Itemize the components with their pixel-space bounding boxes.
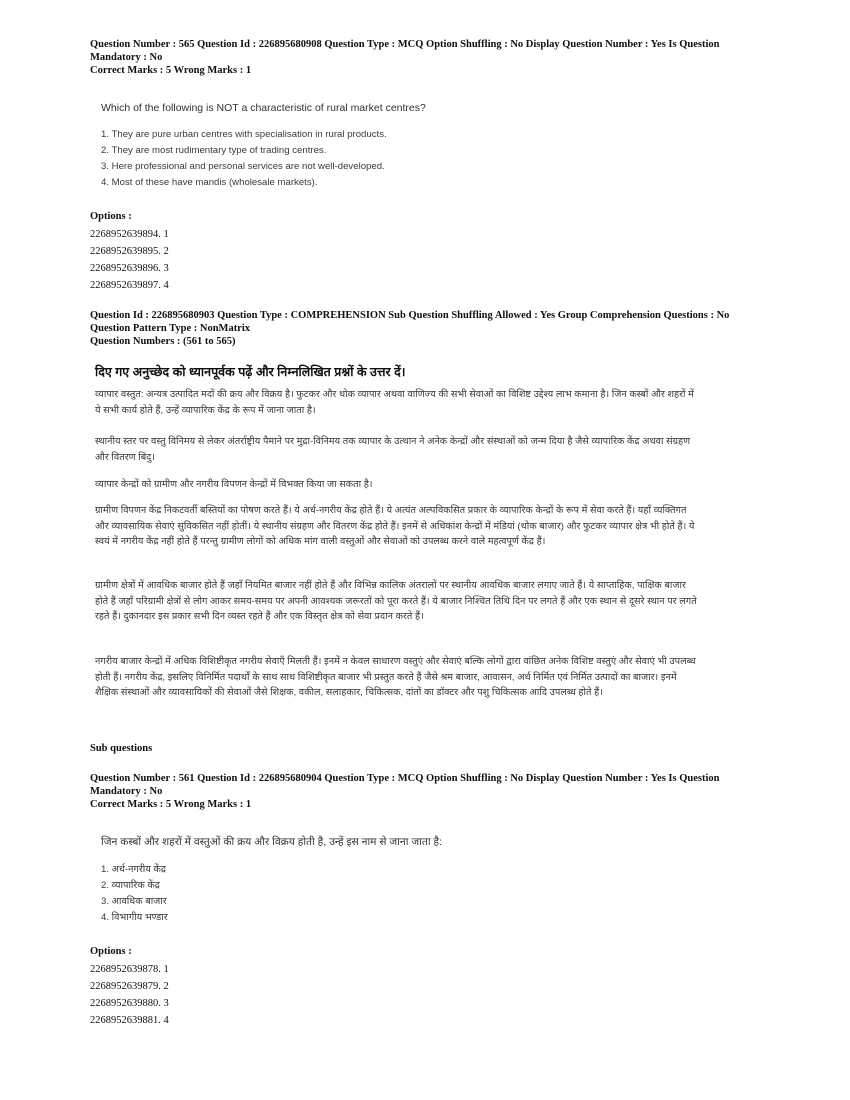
statement-item: 3. आवधिक बाजार <box>101 896 167 907</box>
statement-item: 1. अर्ध-नगरीय केंद्र <box>101 864 166 875</box>
question-561-statements <box>101 862 168 926</box>
options-label: Options : <box>90 211 132 222</box>
option-item: 2268952639881. 4 <box>90 1015 169 1026</box>
question-561-metadata <box>90 772 760 811</box>
passage-paragraph: व्यापार केन्द्रों को ग्रामीण और नगरीय विपणन केन्द्रों में विभक्त किया जा सकता है। <box>95 479 373 490</box>
statement-item: 3. Here professional and personal services are not well-developed. <box>101 161 385 172</box>
comprehension-metadata <box>90 309 760 348</box>
meta-line: Question Number : 565 Question Id : 226895680908 Question Type : MCQ Option Shuffling : No Display Question Number : Yes Is Question <box>90 39 720 50</box>
passage-paragraph: ग्रामीण विपणन केंद्र निकटवर्ती बस्तियों का पोषण करते हैं। ये अर्ध-नगरीय केंद्र होते हैं। ये अत्यंत अल्पविकसित प्रकार के व्यापारिक केन्द्रों के रूप में सेवा करते हैं। यहाँ व्यक्तिगत और व्यावसायिक सेवाएं सुविकसित नहीं होतीं। ये स्थानीय संग्रहण और वितरण केंद्र होते हैं। इनमें से अधिकांश केन्द्रों में मंडियां (थोक बाजार) और फुटकर व्यापार क्षेत्र भी होते हैं। ये स्वयं में नगरीय केंद्र नहीं होते हैं परन्तु ग्रामीण लोगों को अधिक मांग वाली वस्तुओं और सेवाओं को उपलब्ध करने वाले महत्वपूर्ण केंद्र हैं। <box>95 505 695 547</box>
meta-line: Question Id : 226895680903 Question Type : COMPREHENSION Sub Question Shuffling Allowed : Yes Group Comprehension Questions : No <box>90 310 730 321</box>
options-label: Options : <box>90 946 132 957</box>
question-561-options <box>90 961 169 1029</box>
statement-item: 2. व्यापारिक केंद्र <box>101 880 160 891</box>
option-item: 2268952639878. 1 <box>90 964 169 975</box>
statement-item: 4. विभागीय भण्डार <box>101 912 168 923</box>
statement-item: 2. They are most rudimentary type of trading centres. <box>101 145 327 156</box>
passage-instruction: दिए गए अनुच्छेद को ध्यानपूर्वक पढ़ें और निम्नलिखित प्रश्नों के उत्तर दें। <box>95 365 406 379</box>
meta-line: Question Number : 561 Question Id : 226895680904 Question Type : MCQ Option Shuffling : No Display Question Number : Yes Is Question <box>90 773 720 784</box>
passage-paragraph: व्यापार वस्तुत: अन्यत्र उत्पादित मदों की क्रय और विक्रय है। फुटकर और थोक व्यापार अथवा वाणिज्य की सभी सेवाओं का विशिष्ट उद्देश्य लाभ कमाना है। जिन कस्बों और शहरों में ये सभी कार्य होते हैं, उन्हें व्यापारिक केंद्र के रूप में जाना जाता है। <box>95 389 694 416</box>
option-item: 2268952639894. 1 <box>90 229 169 240</box>
question-565-text: Which of the following is NOT a characteristic of rural market centres? <box>101 102 426 114</box>
question-561-text: जिन कस्बों और शहरों में वस्तुओं की क्रय और विक्रय होती है, उन्हें इस नाम से जाना जाता है: <box>101 836 442 848</box>
statement-item: 4. Most of these have mandis (wholesale markets). <box>101 177 318 188</box>
marks-line: Correct Marks : 5 Wrong Marks : 1 <box>90 65 252 76</box>
meta-line: Mandatory : No <box>90 52 163 63</box>
marks-line: Correct Marks : 5 Wrong Marks : 1 <box>90 799 252 810</box>
question-565-metadata <box>90 38 760 77</box>
option-item: 2268952639896. 3 <box>90 263 169 274</box>
option-item: 2268952639895. 2 <box>90 246 169 257</box>
meta-line: Question Pattern Type : NonMatrix <box>90 323 251 334</box>
option-item: 2268952639879. 2 <box>90 981 169 992</box>
question-565-options <box>90 226 169 294</box>
meta-line: Mandatory : No <box>90 786 163 797</box>
option-item: 2268952639897. 4 <box>90 280 169 291</box>
statement-item: 1. They are pure urban centres with specialisation in rural products. <box>101 129 387 140</box>
passage-paragraph: ग्रामीण क्षेत्रों में आवधिक बाजार होते हैं जहाँ नियमित बाजार नहीं होते हैं और विभिन्न कालिक अंतरालों पर स्थानीय आवधिक बाजार लगाए जाते हैं। ये साप्ताहिक, पाक्षिक बाजार होते हैं जहाँ परिग्रामी क्षेत्रों से लोग आकर समय-समय पर अपनी आवश्यक जरूरतों को पूरा करते हैं। ये बाजार निश्चित तिथि दिन पर लगते हैं और एक स्थान से दूसरे स्थान पर लगते रहते हैं। दुकानदार इस प्रकार सभी दिन व्यस्त रहते हैं और एक विस्तृत क्षेत्र को सेवा प्रदान करते हैं। <box>95 580 697 622</box>
question-numbers: Question Numbers : (561 to 565) <box>90 336 236 347</box>
option-item: 2268952639880. 3 <box>90 998 169 1009</box>
passage-paragraph: स्थानीय स्तर पर वस्तु विनिमय से लेकर अंतर्राष्ट्रीय पैमाने पर मुद्रा-विनिमय तक व्यापार के उत्थान ने अनेक केन्द्रों और संस्थाओं को जन्म दिया है जैसे व्यापारिक केंद्र अथवा संग्रहण और वितरण बिंदु। <box>95 436 691 463</box>
passage-paragraph: नगरीय बाजार केन्द्रों में अधिक विशिष्टीकृत नगरीय सेवाएँ मिलती हैं। इनमें न केवल साधारण वस्तुएं और सेवाएं बल्कि लोगों द्वारा वांछित अनेक विशिष्ट वस्तुएं और सेवाएं भी उपलब्ध होती हैं। नगरीय केंद्र, इसलिए विनिर्मित पदार्थों के साथ साथ विशिष्टीकृत बाजार भी प्रस्तुत करते हैं जैसे श्रम बाजार, आवासन, अर्ध निर्मित एवं निर्मित उत्पादों का बाजार। इनमें शैक्षिक संस्थाओं और व्यावसायिकों की सेवाओं जैसे शिक्षक, वकील, सलाहकार, चिकित्सक, दांतों का डॉक्टर और पशु चिकित्सक आदि उपलब्ध होते हैं। <box>95 656 696 698</box>
question-565-statements <box>101 127 387 191</box>
sub-questions-label: Sub questions <box>90 743 153 754</box>
